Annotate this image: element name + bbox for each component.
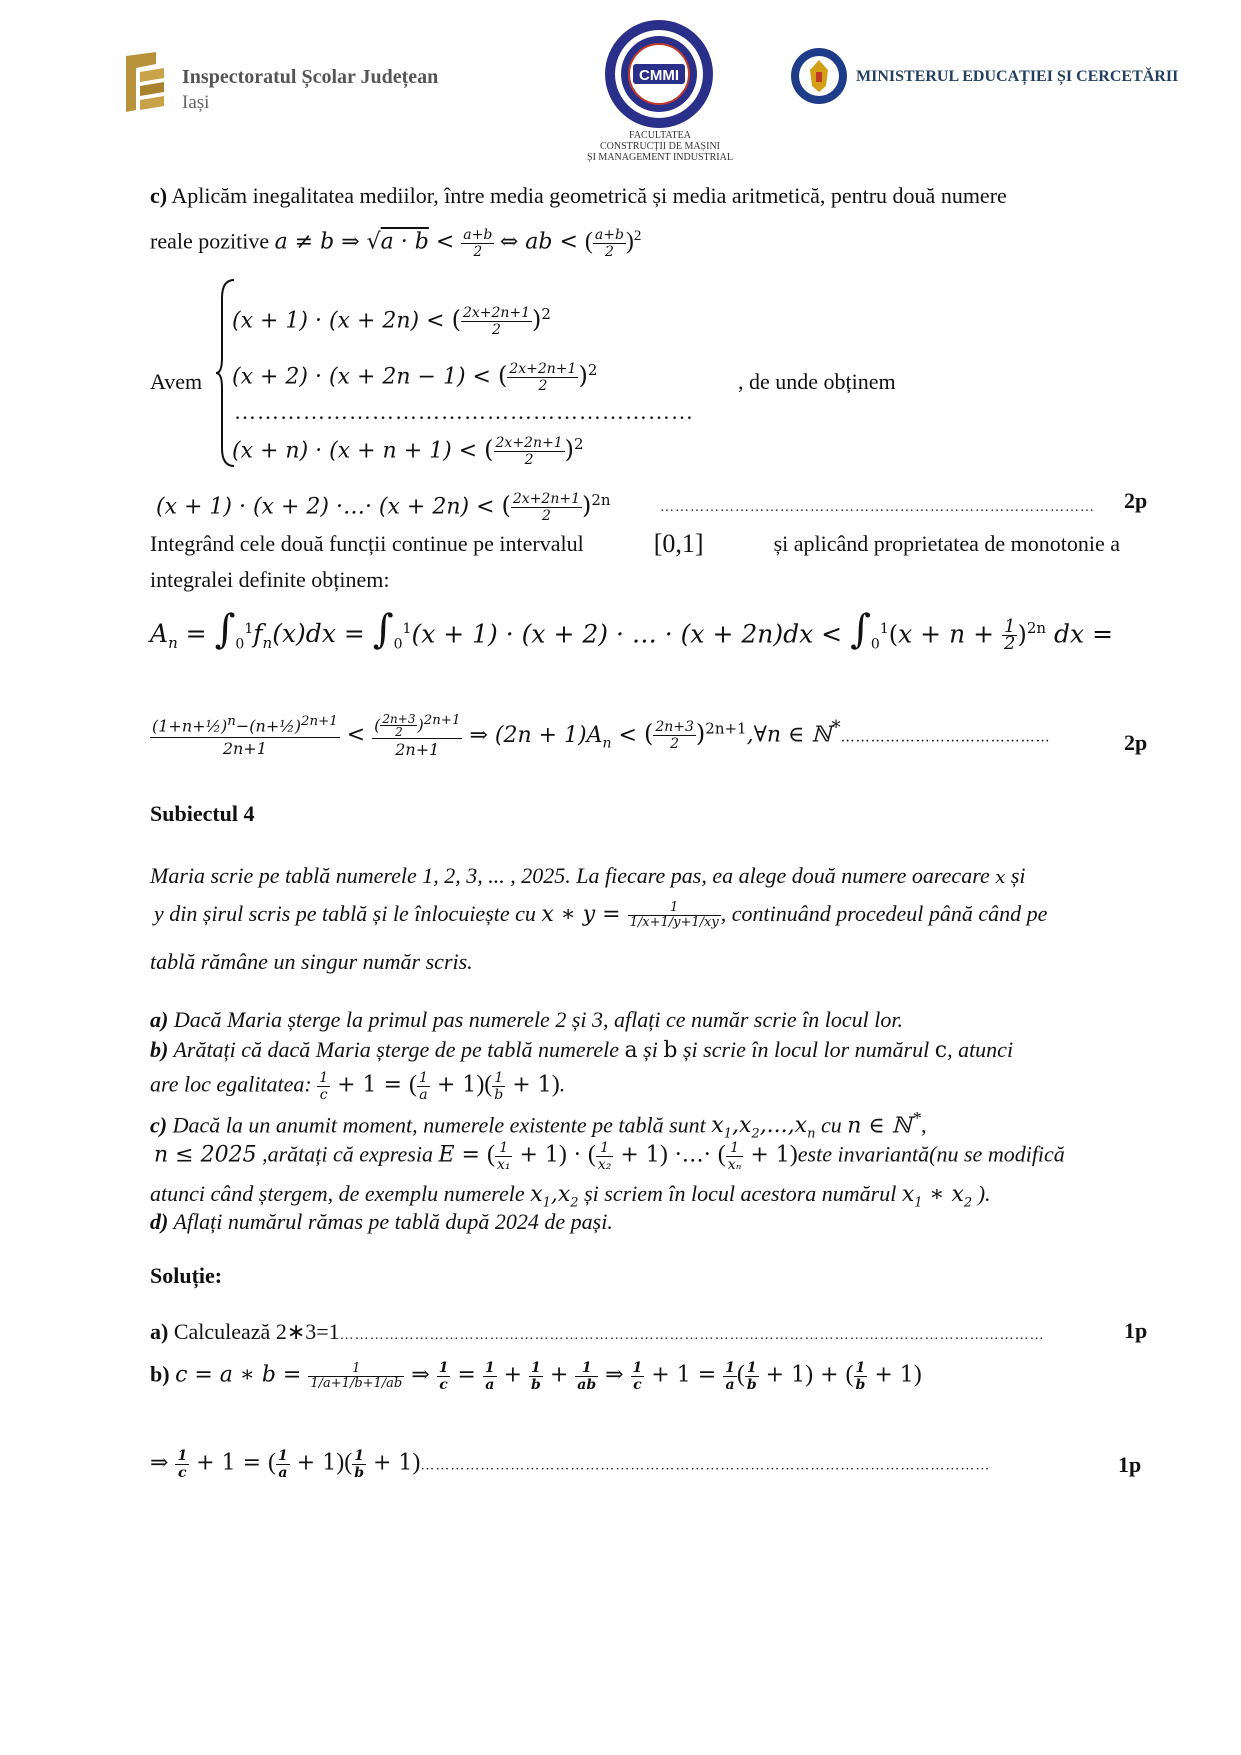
question-b-line2: are loc egalitatea: $\frac{1}{c}$ + 1 = ( $\frac{1}{a}$ + 1)( $\frac{1}{b}$ + 1). [150, 1070, 566, 1103]
ministry-emblem-icon [790, 44, 848, 108]
part-c-line2: reale pozitive a ≠ b ⇒ √a · b < $\frac{a+b}{2}$ ⇔ ab < ( $\frac{a+b}{2}$ )$^2$ [150, 226, 642, 260]
statement-line2: y din șirul scris pe tablă și le înlocuiește cu x ∗ y = $\frac{1}{1/x+1/y+1/xy}$ , continuând procedeul până când pe [154, 900, 1048, 931]
isj-header [122, 50, 482, 120]
system-row-n: (x + n) · (x + n + 1) < ( $\frac{2x+2n+1}{2}$ )$^2$ [232, 434, 584, 468]
final-inequality: $\frac{(1+n+\frac{1}{2})^n-(n+\frac{1}{2})^{2n+1}}{2n+1}$ < ( $\frac{2n+3}{2}$ )$^{2n+1}$ 2n+1 ⇒ $(2n + 1)A_n$ < ( $\frac{2n+3}{2}$ )$^{2n+1}$,∀n ∈ ℕ*…………………………………… [150, 710, 1051, 761]
question-c-line3: atunci când ștergem, de exemplu numerele $x_1,x_2$ și scriem în locul acestora numărul $x_1$ ∗ $x_2$ ). [150, 1181, 991, 1211]
statement-line1: Maria scrie pe tablă numerele 1, 2, 3, ... , 2025. La fiecare pas, ea alege două numere oarecare x și [150, 863, 1026, 888]
question-a: a) Dacă Maria șterge la primul pas numerele 2 și 3, aflați ce număr scrie în locul lor. [150, 1007, 904, 1032]
isj-city: Iași [182, 92, 210, 113]
isj-name: Inspectoratul Școlar Județean [182, 66, 439, 88]
points-2p-a: 2p [1124, 488, 1148, 513]
dots-1: …………………………………………………………………………… [660, 500, 1095, 515]
integr-line2: integralei definite obținem: [150, 567, 390, 592]
question-c-line2: n ≤ 2025 ,arătați că expresia E = ( $\frac{1}{\text{x₁}}$ + 1) · ( $\frac{1}{\text{x₂}}$ + 1) ·…· ( $\frac{1}{\text{xₙ}}$ + 1)este invariantă(nu se modifică [154, 1140, 1065, 1173]
system-row-2: (x + 2) · (x + 2n − 1) < ( $\frac{2x+2n+1}{2}$ )$^2$ [232, 360, 598, 394]
part-c-line1: c) Aplicăm inegalitatea mediilor, între media geometrică și media aritmetică, pentru două numere [150, 183, 1007, 208]
ministry-header [790, 44, 1230, 114]
solution-a: a) Calculează 2∗3=1…………………………………………………………………………………………………………………………… [150, 1319, 1045, 1344]
subiect4-title: Subiectul 4 [150, 801, 255, 826]
cmmi-label: CMMI [639, 67, 679, 84]
solution-a-points: 1p [1124, 1318, 1148, 1343]
avem-label: Avem [150, 369, 203, 394]
integral-chain: $A_n = \int_0^1f_n(x)dx = \int_0^1(x + 1) \cdot (x + 2)$ · … · $(x + 2n)dx < \int_0^1(x + n$ + $\frac{1}{2}$ )$^{2n}$ dx = [150, 606, 1114, 655]
statement-line3: tablă rămâne un singur număr scris. [150, 949, 473, 974]
solution-b-points: 1p [1118, 1452, 1142, 1477]
faculty-caption: FACULTATEA CONSTRUCȚII DE MAȘINI ȘI MANAGEMENT INDUSTRIAL [587, 130, 733, 163]
system-row-1: (x + 1) · (x + 2n) < ( $\frac{2x+2n+1}{2}$ )$^2$ [232, 304, 551, 338]
isj-logo-icon [122, 50, 168, 114]
points-2p-b: 2p [1124, 730, 1148, 755]
system-row-dots: …………………………………………………… [234, 399, 694, 424]
cmmi-logo-icon [603, 18, 715, 130]
question-d: d) Aflați numărul rămas pe tablă după 2024 de pași. [150, 1209, 613, 1234]
question-b-line1: b) Arătați că dacă Maria șterge de pe tablă numerele a și b și scrie în locul lor numărul c, atunci [150, 1037, 1014, 1063]
solution-title: Soluție: [150, 1263, 223, 1288]
question-c-line1: c) Dacă la un anumit moment, numerele existente pe tablă sunt $x_1,x_2,...,x_n$ cu n ∈ ℕ*, [150, 1108, 927, 1142]
integr-line1: Integrând cele două funcții continue pe intervalul [0,1] și aplicând proprietatea de monotonie a [150, 529, 1120, 558]
ministry-name: MINISTERUL EDUCAȚIEI ȘI CERCETĂRII [856, 68, 1179, 85]
solution-b-line2: ⇒ $\frac{1}{c}$ + 1 = ( $\frac{1}{a}$ + 1)( $\frac{1}{b}$ + 1)…………………………………………………………………………………………………… [150, 1448, 991, 1481]
product-inequality: (x + 1) · (x + 2) ·…· (x + 2n) < ( $\frac{2x+2n+1}{2}$ )$^{2n}$ [156, 490, 611, 524]
de-unde-obtinem: , de unde obținem [738, 369, 896, 394]
solution-b-line1: b) c = a ∗ b = $\frac{1}{1/a+1/b+1/ab}$ ⇒ $\frac{1}{c}$ = $\frac{1}{a}$ + $\frac{1}{b}$ + $\frac{1}{ab}$ ⇒ $\frac{1}{c}$ + 1 = $\frac{1}{a}$ ( $\frac{1}{b}$ + 1) + ( $\frac{1}{b}$ + 1) [150, 1360, 922, 1393]
